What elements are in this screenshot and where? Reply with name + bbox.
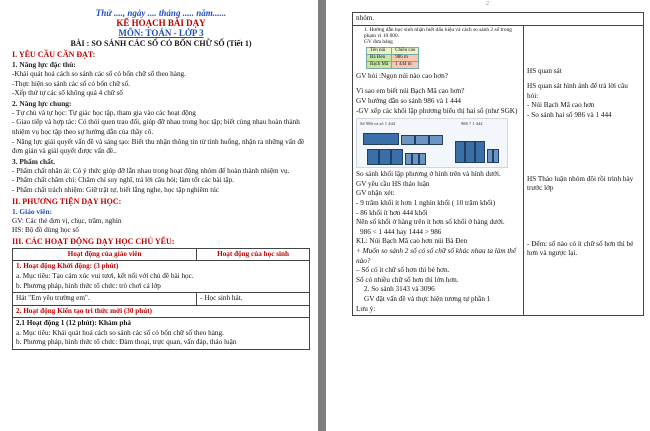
text-line: HS quan sát hình ảnh để trả lời câu hỏi: bbox=[527, 82, 628, 100]
text-line: -Xếp thứ tự các số không quá 4 chữ số bbox=[12, 89, 123, 98]
text-line: 986 < 1 444 hay 1444 > 986 bbox=[360, 227, 442, 236]
text-line: - Đếm: số nào có ít chữ số hơn thì bé hơn và ngược lại. bbox=[527, 239, 634, 258]
section-heading-requirements: I. YÊU CẦU CẦN ĐẠT: bbox=[12, 50, 96, 59]
page-number: 2 bbox=[486, 1, 489, 7]
text-line: - Núi Bạch Mã cao hơn bbox=[527, 101, 595, 110]
text-line: GV đặt vấn đề và thực hiện tương tự phần 1 bbox=[364, 294, 491, 303]
table-row bbox=[13, 261, 310, 293]
mini-table-cell: Bà Đen bbox=[367, 54, 392, 61]
text-line: b. Phương pháp, hình thức tổ chức: Đàm thoại, trực quan, vấn đáp, thảo luận bbox=[16, 338, 237, 347]
subject-title: MÔN: TOÁN - LỚP 3 bbox=[118, 28, 204, 38]
document-page-right bbox=[326, 0, 650, 431]
hundred-block bbox=[475, 141, 485, 163]
text-line: - Phẩm chất nhân ái: Có ý thức giúp đỡ lẫn nhau trong hoạt động nhóm để hoàn thành nhiệm vụ. bbox=[12, 166, 290, 175]
activities-table bbox=[12, 248, 310, 350]
text-line: - Năng lực giải quyết vấn đề và sáng tạo: Biết thu nhận thông tin từ tình huống, nhận ra những vấn đề đơn giản và giải quyết được vấn đề.. bbox=[12, 137, 305, 156]
hundred-block bbox=[415, 135, 429, 145]
text-line: HS: Bộ đồ dùng học số bbox=[12, 226, 79, 235]
ten-block bbox=[419, 153, 426, 165]
hundred-block bbox=[379, 149, 391, 165]
text-line: GV hỏi :Ngọn núi nào cao hơn? bbox=[356, 71, 448, 80]
text-line: HS Thảo luận nhóm đôi rồi trình bày trước lớp bbox=[527, 174, 634, 193]
text-line: GV nhận xét: bbox=[356, 189, 395, 198]
document-page-left bbox=[0, 0, 318, 431]
text-line: GV đưa bảng bbox=[364, 39, 393, 46]
hundred-block bbox=[401, 135, 415, 145]
section-heading-activities: III. CÁC HOẠT ĐỘNG DẠY HỌC CHỦ YẾU: bbox=[12, 236, 175, 246]
text-line: -Thực hiện so sánh các số có bốn chữ số. bbox=[12, 79, 130, 88]
subheading-specific-competence: 1. Năng lực đặc thù: bbox=[12, 60, 76, 69]
table-row bbox=[13, 318, 310, 350]
lesson-title: BÀI : SO SÁNH CÁC SỐ CÓ BỐN CHỮ SỐ (Tiết 1) bbox=[70, 39, 252, 48]
table-header-teacher: Hoạt động của giáo viên bbox=[13, 248, 197, 261]
text-line: - Phẩm chất trách nhiệm: Giữ trật tự, biết lắng nghe, học tập nghiêm túc bbox=[12, 185, 219, 194]
text-line: GV yêu cầu HS thảo luận bbox=[356, 179, 430, 188]
illustration-caption: Số 986 và số 1 444 bbox=[360, 121, 396, 127]
hundred-block bbox=[455, 141, 465, 163]
ten-block bbox=[405, 153, 412, 165]
text-line: HS quan sát bbox=[527, 66, 562, 75]
text-line: - Giao tiếp và hợp tác: Có thói quen trao đổi, giúp đỡ nhau trong học tập; biết cùng nhau hoàn thành nhiệm vụ học tập theo sự hướng dẫn của thầy cô. bbox=[12, 118, 300, 136]
ten-block bbox=[412, 153, 419, 165]
hundred-block bbox=[429, 135, 443, 145]
table-row: nhóm. bbox=[353, 13, 644, 26]
illustration-caption: 986 ? 1 444 bbox=[461, 121, 483, 127]
hundred-block bbox=[367, 149, 379, 165]
text-line: - Tự chủ và tự học: Tự giác học tập, tham gia vào các hoạt động bbox=[12, 108, 196, 117]
plan-title: KẾ HOẠCH BÀI DẠY bbox=[116, 18, 206, 28]
subheading-teacher: 1. Giáo viên: bbox=[12, 206, 53, 216]
student-column bbox=[524, 25, 644, 316]
text-line: – Số có ít chữ số hơn thì bé hơn. bbox=[356, 266, 450, 275]
cube-blocks-illustration bbox=[356, 118, 508, 168]
subheading-general-competence: 2. Năng lực chung: bbox=[12, 98, 72, 108]
thousand-block bbox=[363, 133, 399, 145]
date-line: Thứ ...., ngày .... tháng ..... năm...... bbox=[95, 8, 227, 18]
text-line: Số có nhiều chữ số hơn thì lớn hơn. bbox=[356, 275, 459, 284]
mini-table-header: Tên núi bbox=[367, 47, 392, 54]
ten-block bbox=[493, 149, 499, 163]
text-line: KL: Núi Bạch Mã cao hơn núi Bà Đen bbox=[356, 237, 468, 246]
table-cell: Hát "Em yêu trường em". bbox=[13, 293, 197, 306]
mini-table-cell: 986 m bbox=[392, 54, 419, 61]
text-line: a. Mục tiêu: Khái quát hoá cách so sánh các số có bốn chữ số theo hàng. bbox=[16, 328, 224, 337]
text-line: - 9 trăm khối ít hơn 1 nghìn khối ( 10 trăm khối) bbox=[356, 198, 496, 207]
activity-heading: 2. Hoạt động Kiến tạo tri thức mới (30 phút) bbox=[13, 305, 310, 318]
mountain-height-table bbox=[366, 47, 419, 69]
table-header-student: Hoạt động của học sinh bbox=[197, 248, 310, 261]
text-line: - So sánh hai số 986 và 1 444 bbox=[527, 110, 612, 119]
mini-table-cell: Bạch Mã bbox=[367, 61, 392, 68]
text-line: GV hướng dẫn so sánh 986 và 1 444 bbox=[356, 97, 461, 105]
mini-table-header: Chiều cao bbox=[392, 47, 419, 54]
text-line: - Phẩm chất chăm chỉ: Chăm chỉ suy nghĩ, trả lời câu hỏi; làm tốt các bài tập. bbox=[12, 176, 234, 185]
text-line: -Khái quát hoá cách so sánh các số có bốn chữ số theo hàng. bbox=[12, 70, 186, 78]
hundred-block bbox=[465, 141, 475, 163]
teacher-column bbox=[353, 25, 524, 316]
subheading-qualities: 3. Phẩm chất. bbox=[12, 156, 56, 166]
text-line: So sánh khối lập phương ở hình trên và hình dưới. bbox=[356, 170, 501, 179]
activity-heading: 1. Hoạt động Khởi động: (3 phút) bbox=[16, 262, 119, 271]
text-line: Vì sao em biết núi Bạch Mã cao hơn? bbox=[356, 87, 465, 96]
section-heading-materials: II. PHƯƠNG TIỆN DẠY HỌC: bbox=[12, 196, 122, 206]
activities-table-continued bbox=[352, 12, 644, 316]
text-line: -GV xếp các khối lập phương biểu thị hai số (như SGK) bbox=[356, 106, 518, 115]
page-gap bbox=[318, 0, 326, 431]
text-line: Nên số khối ở hàng trên ít hơn số khối ở hàng dưới. bbox=[356, 218, 505, 227]
activity-subheading: 2.1 Hoạt động 1 (12 phút): Khám phá bbox=[16, 319, 132, 328]
text-line: Lưu ý: bbox=[356, 304, 376, 313]
text-line: b. Phương pháp, hình thức tổ chức: trò chơi cả lớp bbox=[16, 281, 161, 290]
text-line: - 86 khối ít hơn 444 khối bbox=[356, 208, 428, 217]
hundred-block bbox=[391, 149, 403, 165]
text-line: + Muốn so sánh 2 số có số chữ số khác nhau ta làm thế nào? bbox=[356, 246, 517, 265]
text-line: GV: Các thẻ đơn vị, chục, trăm, nghìn bbox=[12, 216, 122, 225]
mini-table-cell: 1 444 m bbox=[392, 61, 419, 68]
table-cell: - Học sinh hát. bbox=[197, 293, 310, 306]
text-line: 1. Hướng dẫn học sinh nhận biết dấu hiệu và cách so sánh 2 số trong phạm vi 10 000. bbox=[364, 26, 512, 39]
text-line: 2. So sánh 3143 và 3096 bbox=[364, 285, 435, 294]
text-line: a. Mục tiêu: Tạo cảm xúc vui tươi, kết nối với chủ đề bài học. bbox=[16, 271, 194, 280]
